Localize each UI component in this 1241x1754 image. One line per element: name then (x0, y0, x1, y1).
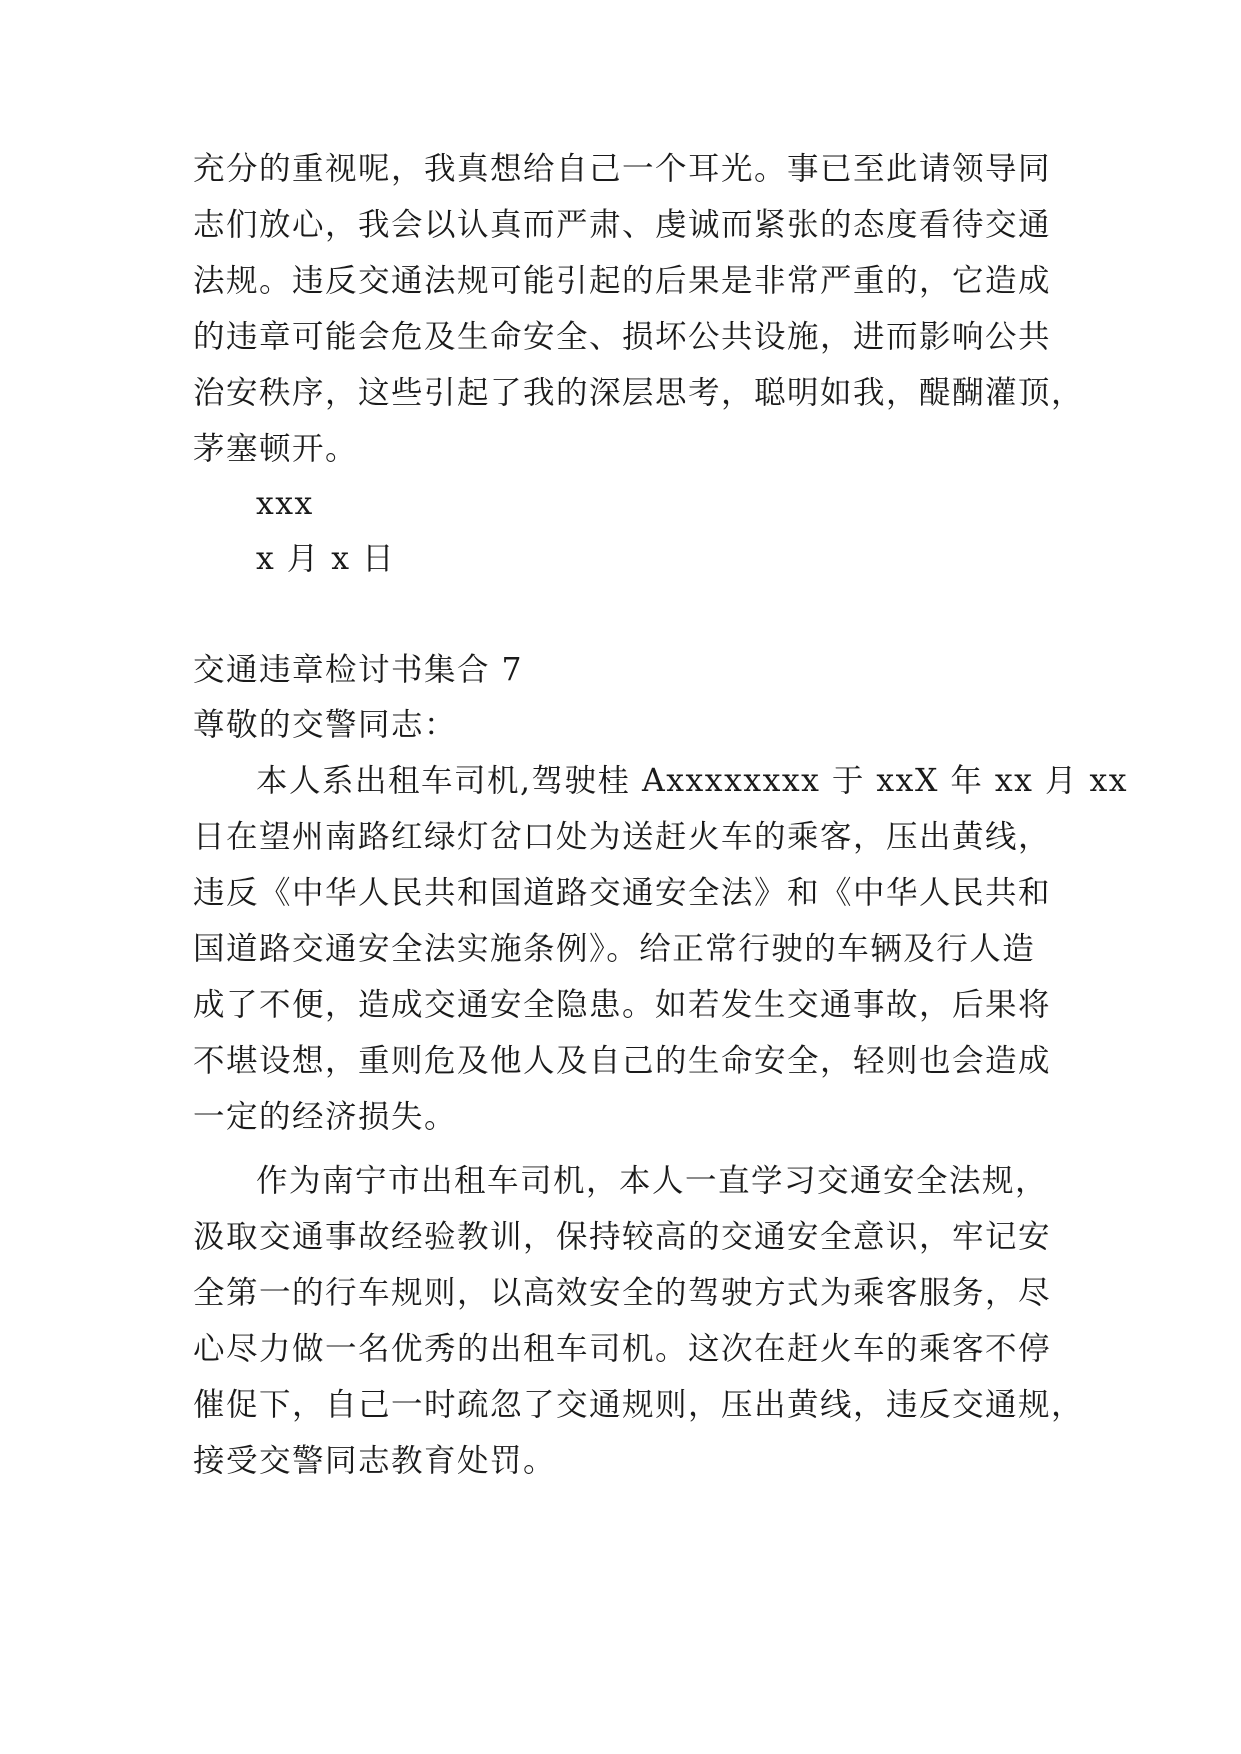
paragraph-line: 违反《中华人民共和国道路交通安全法》和《中华人民共和 (193, 875, 1052, 911)
paragraph-line: 国道路交通安全法实施条例》。给正常行驶的车辆及行人造 (193, 931, 1036, 967)
paragraph-line: 作为南宁市出租车司机，本人一直学习交通安全法规， (256, 1163, 1049, 1199)
paragraph-line: 催促下，自己一时疏忽了交通规则，压出黄线，违反交通规， (193, 1387, 1085, 1423)
paragraph-line: 心尽力做一名优秀的出租车司机。这次在赶火车的乘客不停 (193, 1331, 1052, 1367)
paragraph-line: 治安秩序，这些引起了我的深层思考，聪明如我，醍醐灌顶， (193, 375, 1085, 411)
paragraph-line: 日在望州南路红绿灯岔口处为送赶火车的乘客，压出黄线， (193, 819, 1052, 855)
paragraph-line: 一定的经济损失。 (193, 1099, 458, 1135)
salutation: 尊敬的交警同志： (193, 707, 458, 743)
paragraph-line: 不堪设想，重则危及他人及自己的生命安全，轻则也会造成 (193, 1043, 1052, 1079)
paragraph-line: 接受交警同志教育处罚。 (193, 1443, 557, 1479)
signature-name: xxx (256, 486, 314, 522)
paragraph-line: 茅塞顿开。 (193, 431, 359, 467)
section-title: 交通违章检讨书集合 7 (193, 652, 524, 688)
paragraph-line: 志们放心，我会以认真而严肃、虔诚而紧张的态度看待交通 (193, 207, 1052, 243)
signature-date: x 月 x 日 (256, 541, 396, 577)
paragraph-line: 汲取交通事故经验教训，保持较高的交通安全意识，牢记安 (193, 1219, 1052, 1255)
paragraph-line: 法规。违反交通法规可能引起的后果是非常严重的，它造成 (193, 263, 1052, 299)
paragraph-line: 本人系出租车司机,驾驶桂 Axxxxxxxx 于 xxX 年 xx 月 xx (256, 763, 1128, 799)
paragraph-line: 成了不便，造成交通安全隐患。如若发生交通事故，后果将 (193, 987, 1052, 1023)
paragraph-line: 的违章可能会危及生命安全、损坏公共设施，进而影响公共 (193, 319, 1052, 355)
paragraph-line: 充分的重视呢，我真想给自己一个耳光。事已至此请领导同 (193, 151, 1052, 187)
paragraph-line: 全第一的行车规则，以高效安全的驾驶方式为乘客服务，尽 (193, 1275, 1052, 1311)
